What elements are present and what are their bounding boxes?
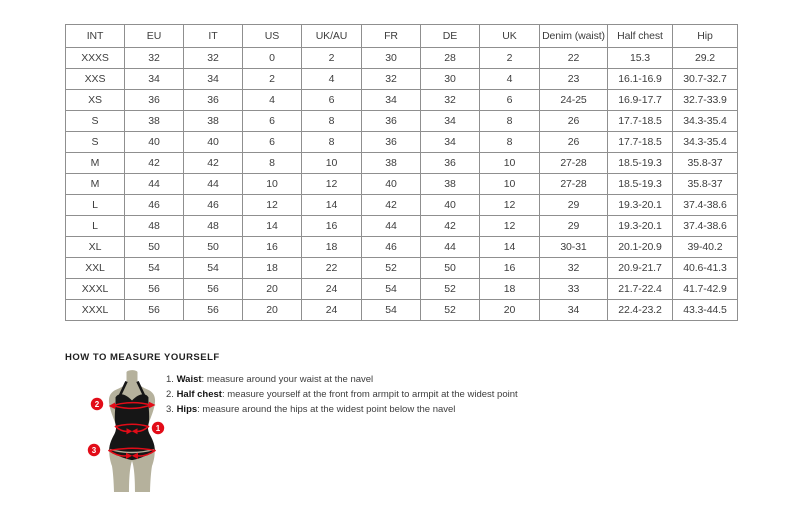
table-cell: 34	[540, 300, 608, 321]
table-cell: 19.3-20.1	[608, 216, 673, 237]
table-cell: 43.3-44.5	[673, 300, 738, 321]
table-cell: XS	[66, 90, 125, 111]
table-cell: 44	[362, 216, 421, 237]
measure-section-title: HOW TO MEASURE YOURSELF	[65, 352, 220, 363]
table-cell: 35.8-37	[673, 153, 738, 174]
table-cell: 8	[480, 111, 540, 132]
table-cell: 36	[125, 90, 184, 111]
measure-step	[166, 372, 518, 387]
table-cell: 14	[480, 237, 540, 258]
table-cell: 34	[421, 111, 480, 132]
table-cell: 40	[184, 132, 243, 153]
table-row	[66, 153, 738, 174]
table-cell: XXXL	[66, 279, 125, 300]
table-cell: 32	[184, 48, 243, 69]
table-cell: 48	[184, 216, 243, 237]
badge-1	[152, 422, 164, 434]
table-cell: 16.1-16.9	[608, 69, 673, 90]
table-cell: 20	[243, 300, 302, 321]
table-cell: S	[66, 111, 125, 132]
table-cell: S	[66, 132, 125, 153]
table-cell: 52	[362, 258, 421, 279]
table-cell: 22.4-23.2	[608, 300, 673, 321]
table-cell: 12	[480, 216, 540, 237]
step-number: 1.	[166, 374, 177, 385]
table-cell: 17.7-18.5	[608, 111, 673, 132]
measure-step	[166, 387, 518, 402]
column-header: UK/AU	[302, 25, 362, 48]
table-cell: 16.9-17.7	[608, 90, 673, 111]
table-cell: 36	[362, 132, 421, 153]
table-cell: 50	[421, 258, 480, 279]
table-cell: 40	[125, 132, 184, 153]
table-cell: 2	[302, 48, 362, 69]
table-cell: 50	[184, 237, 243, 258]
table-cell: 42	[184, 153, 243, 174]
table-cell: 42	[125, 153, 184, 174]
column-header: EU	[125, 25, 184, 48]
table-cell: 24-25	[540, 90, 608, 111]
table-cell: 46	[125, 195, 184, 216]
table-cell: 44	[125, 174, 184, 195]
table-cell: 34.3-35.4	[673, 111, 738, 132]
table-cell: 37.4-38.6	[673, 195, 738, 216]
table-cell: 34	[125, 69, 184, 90]
table-cell: 44	[421, 237, 480, 258]
table-cell: 2	[243, 69, 302, 90]
table-cell: 54	[362, 300, 421, 321]
table-cell: 41.7-42.9	[673, 279, 738, 300]
table-cell: 10	[302, 153, 362, 174]
table-cell: 24	[302, 279, 362, 300]
table-row	[66, 90, 738, 111]
table-cell: 29	[540, 195, 608, 216]
column-header: UK	[480, 25, 540, 48]
table-cell: 6	[480, 90, 540, 111]
column-header: IT	[184, 25, 243, 48]
table-cell: 32	[362, 69, 421, 90]
table-cell: 8	[302, 132, 362, 153]
table-cell: 8	[302, 111, 362, 132]
table-row	[66, 279, 738, 300]
step-label: Hips	[176, 404, 198, 415]
table-cell: 37.4-38.6	[673, 216, 738, 237]
column-header: DE	[421, 25, 480, 48]
table-row	[66, 48, 738, 69]
measure-step	[166, 402, 518, 417]
measure-steps-list	[166, 372, 518, 417]
table-cell: 38	[421, 174, 480, 195]
table-row	[66, 300, 738, 321]
table-cell: 8	[243, 153, 302, 174]
table-cell: M	[66, 153, 125, 174]
table-cell: 18	[243, 258, 302, 279]
table-cell: 18	[302, 237, 362, 258]
step-text: : measure around the hips at the widest point below the navel	[197, 404, 456, 415]
table-cell: 36	[421, 153, 480, 174]
table-cell: 30.7-32.7	[673, 69, 738, 90]
table-cell: 16	[243, 237, 302, 258]
table-cell: 20.9-21.7	[608, 258, 673, 279]
table-cell: 10	[243, 174, 302, 195]
column-header: Denim (waist)	[540, 25, 608, 48]
column-header: FR	[362, 25, 421, 48]
table-cell: 38	[125, 111, 184, 132]
table-cell: 38	[184, 111, 243, 132]
table-cell: 46	[184, 195, 243, 216]
table-cell: 36	[184, 90, 243, 111]
table-cell: 52	[421, 300, 480, 321]
table-cell: 15.3	[608, 48, 673, 69]
table-cell: 4	[480, 69, 540, 90]
table-cell: 22	[302, 258, 362, 279]
table-cell: 39-40.2	[673, 237, 738, 258]
table-cell: 42	[362, 195, 421, 216]
table-cell: 40	[421, 195, 480, 216]
table-cell: 54	[125, 258, 184, 279]
table-cell: 36	[362, 111, 421, 132]
measure-section	[65, 352, 665, 512]
badge-3	[88, 444, 100, 456]
table-cell: 10	[480, 153, 540, 174]
table-row	[66, 195, 738, 216]
table-cell: 32	[540, 258, 608, 279]
badge-2	[91, 398, 103, 410]
size-chart-table	[65, 24, 738, 321]
table-cell: 44	[184, 174, 243, 195]
column-header: INT	[66, 25, 125, 48]
table-cell: 18.5-19.3	[608, 153, 673, 174]
step-text: : measure yourself at the front from armpit to armpit at the widest point	[221, 389, 518, 400]
table-cell: 18	[480, 279, 540, 300]
table-cell: 19.3-20.1	[608, 195, 673, 216]
step-number: 2.	[166, 389, 177, 400]
table-cell: 20	[480, 300, 540, 321]
badge-3-label: 3	[91, 445, 97, 455]
table-cell: L	[66, 216, 125, 237]
table-cell: 56	[125, 300, 184, 321]
table-cell: 22	[540, 48, 608, 69]
table-cell: 32.7-33.9	[673, 90, 738, 111]
table-cell: 23	[540, 69, 608, 90]
table-cell: 4	[243, 90, 302, 111]
table-cell: 24	[302, 300, 362, 321]
table-cell: 14	[243, 216, 302, 237]
table-row	[66, 174, 738, 195]
table-cell: 21.7-22.4	[608, 279, 673, 300]
table-cell: 27-28	[540, 174, 608, 195]
step-label: Half chest	[176, 389, 222, 400]
table-cell: 33	[540, 279, 608, 300]
table-cell: 29.2	[673, 48, 738, 69]
table-cell: 26	[540, 111, 608, 132]
table-cell: 34.3-35.4	[673, 132, 738, 153]
table-cell: 0	[243, 48, 302, 69]
table-cell: 54	[362, 279, 421, 300]
table-cell: 16	[302, 216, 362, 237]
table-cell: 8	[480, 132, 540, 153]
table-cell: 29	[540, 216, 608, 237]
table-cell: 12	[243, 195, 302, 216]
table-cell: 14	[302, 195, 362, 216]
table-row	[66, 69, 738, 90]
table-cell: XXXS	[66, 48, 125, 69]
table-cell: 35.8-37	[673, 174, 738, 195]
table-cell: 34	[362, 90, 421, 111]
table-cell: XXXL	[66, 300, 125, 321]
table-row	[66, 258, 738, 279]
table-cell: 40	[362, 174, 421, 195]
table-cell: 20	[243, 279, 302, 300]
table-cell: 30	[362, 48, 421, 69]
table-cell: 4	[302, 69, 362, 90]
table-cell: 12	[302, 174, 362, 195]
table-row	[66, 111, 738, 132]
table-cell: 18.5-19.3	[608, 174, 673, 195]
table-cell: 26	[540, 132, 608, 153]
badge-2-label: 2	[94, 399, 100, 409]
table-cell: 20.1-20.9	[608, 237, 673, 258]
table-cell: 32	[421, 90, 480, 111]
table-cell: XL	[66, 237, 125, 258]
table-cell: 12	[480, 195, 540, 216]
table-row	[66, 132, 738, 153]
step-label: Waist	[176, 374, 202, 385]
table-cell: 27-28	[540, 153, 608, 174]
table-cell: L	[66, 195, 125, 216]
table-cell: 10	[480, 174, 540, 195]
badge-1-label: 1	[155, 423, 161, 433]
table-cell: 34	[184, 69, 243, 90]
column-header: Hip	[673, 25, 738, 48]
step-number: 3.	[166, 404, 177, 415]
table-row	[66, 216, 738, 237]
table-cell: 6	[302, 90, 362, 111]
table-cell: 42	[421, 216, 480, 237]
table-cell: 56	[184, 300, 243, 321]
table-cell: 50	[125, 237, 184, 258]
table-cell: M	[66, 174, 125, 195]
table-header-row	[66, 25, 738, 48]
table-cell: 32	[125, 48, 184, 69]
step-text: : measure around your waist at the navel	[201, 374, 374, 385]
table-cell: 46	[362, 237, 421, 258]
table-cell: 6	[243, 111, 302, 132]
table-cell: 56	[184, 279, 243, 300]
table-cell: XXS	[66, 69, 125, 90]
table-cell: 40.6-41.3	[673, 258, 738, 279]
table-cell: 48	[125, 216, 184, 237]
table-cell: 30-31	[540, 237, 608, 258]
table-cell: 17.7-18.5	[608, 132, 673, 153]
table-cell: 56	[125, 279, 184, 300]
table-cell: 6	[243, 132, 302, 153]
table-cell: 38	[362, 153, 421, 174]
table-cell: 54	[184, 258, 243, 279]
table-cell: 34	[421, 132, 480, 153]
table-cell: 2	[480, 48, 540, 69]
table-cell: XXL	[66, 258, 125, 279]
table-cell: 52	[421, 279, 480, 300]
table-cell: 16	[480, 258, 540, 279]
table-row	[66, 237, 738, 258]
table-cell: 28	[421, 48, 480, 69]
table-cell: 30	[421, 69, 480, 90]
column-header: US	[243, 25, 302, 48]
column-header: Half chest	[608, 25, 673, 48]
